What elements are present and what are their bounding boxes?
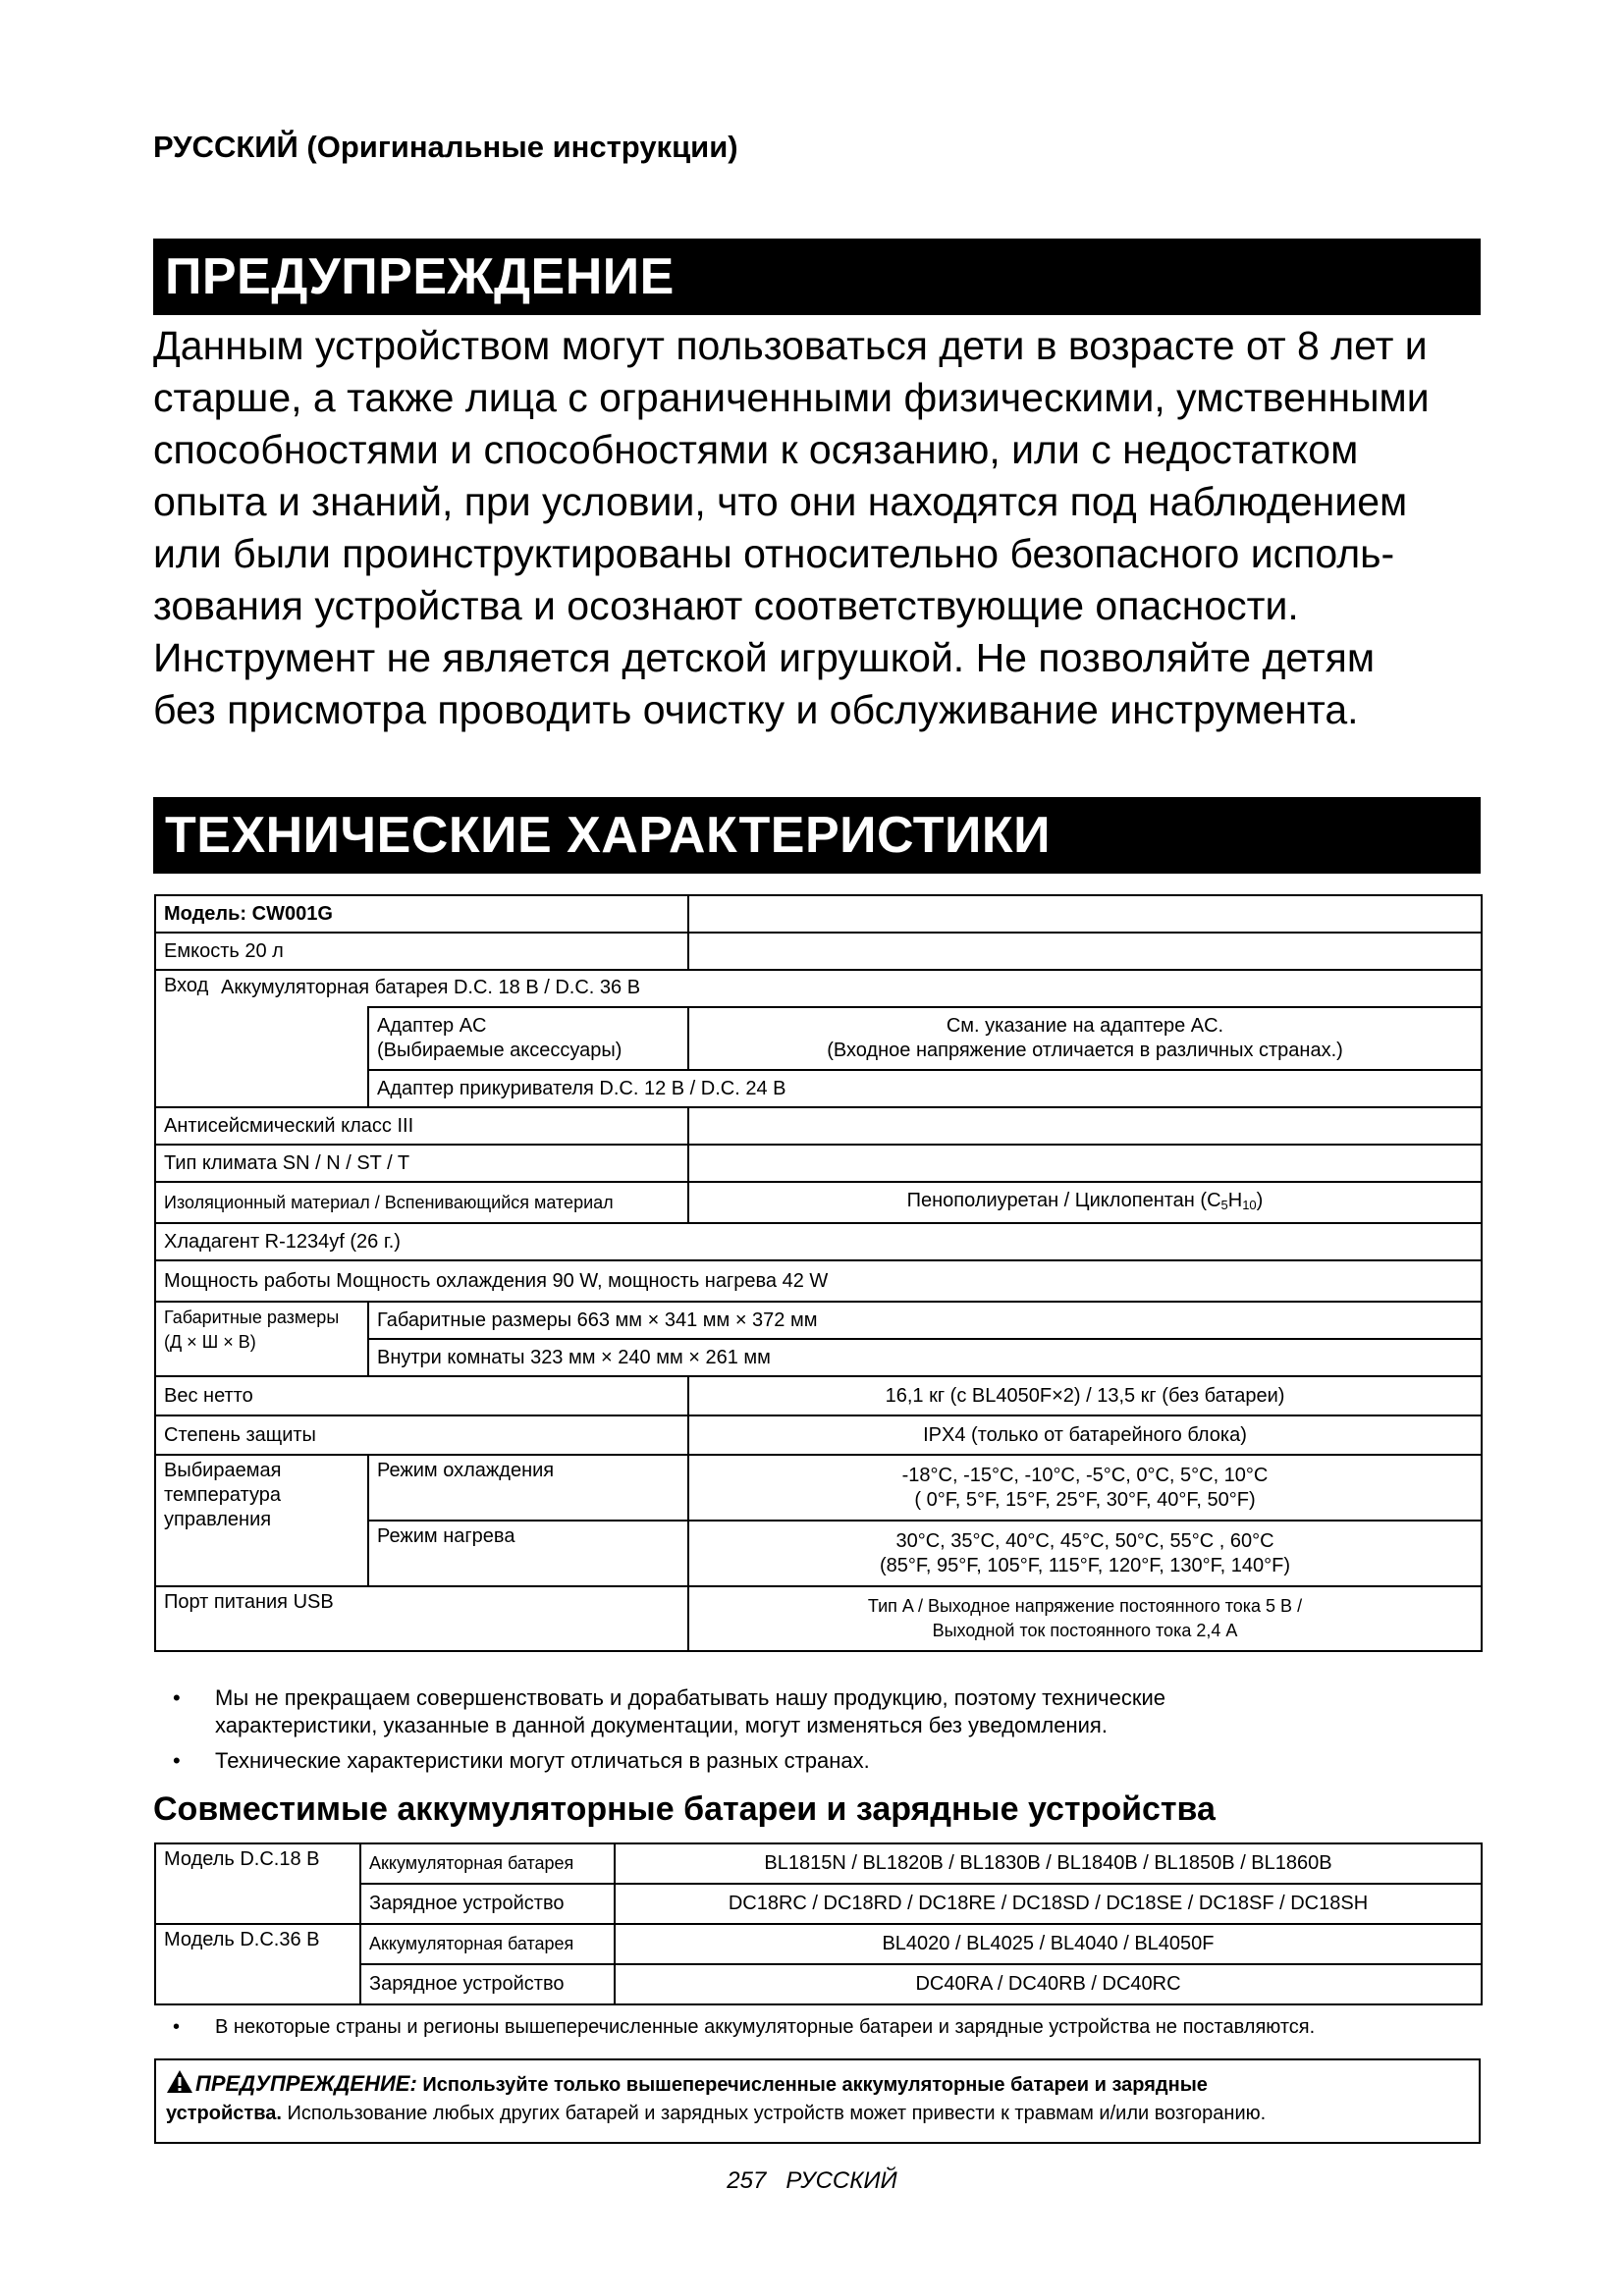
table-row xyxy=(155,1455,1482,1521)
warning-section-title: ПРЕДУПРЕЖДЕНИЕ xyxy=(153,239,1481,315)
dimensions-axes: (Д × Ш × В) xyxy=(164,1332,256,1352)
table-row xyxy=(155,1223,1482,1260)
net-weight-value-cell: 16,1 кг (с BL4050F×2) / 13,5 кг (без батареи) xyxy=(688,1376,1482,1415)
cooling-values-cell xyxy=(688,1455,1482,1521)
battery-label-cell: Аккумуляторная батарея xyxy=(360,1924,615,1964)
ac-adapter-note: (Выбираемые аксессуары) xyxy=(377,1040,623,1061)
dimensions-outer-cell: Габаритные размеры 663 мм × 341 мм × 372 мм xyxy=(368,1302,1482,1339)
insulation-value: Пенополиуретан / Циклопентан (C xyxy=(906,1189,1221,1211)
table-row xyxy=(155,1145,1482,1182)
warning-line: опыта и знаний, при условии, что они находятся под наблюдением xyxy=(153,479,1408,524)
page-number: 257 xyxy=(727,2167,767,2194)
note-line: Технические характеристики могут отличаться в разных странах. xyxy=(215,1748,870,1773)
dimensions-inner-cell: Внутри комнаты 323 мм × 240 мм × 261 мм xyxy=(368,1339,1482,1376)
ac-adapter-label-cell xyxy=(368,1007,688,1070)
table-row xyxy=(155,1182,1482,1223)
warning-line: старше, а также лица с ограниченными физическими, умственными xyxy=(153,375,1430,420)
battery-warning-box xyxy=(154,2058,1481,2144)
warning-triangle-icon xyxy=(166,2069,193,2094)
specs-section-title: ТЕХНИЧЕСКИЕ ХАРАКТЕРИСТИКИ xyxy=(153,797,1481,874)
warning-line: без присмотра проводить очистку и обслуживание инструмента. xyxy=(153,687,1359,732)
table-row xyxy=(155,970,1482,1007)
table-row xyxy=(155,1415,1482,1455)
charger-label-cell: Зарядное устройство xyxy=(360,1884,615,1924)
table-row xyxy=(155,1376,1482,1415)
warning-box-label: ПРЕДУПРЕЖДЕНИЕ: xyxy=(195,2071,417,2096)
insulation-value-cell xyxy=(688,1182,1482,1223)
cooling-mode-cell: Режим охлаждения xyxy=(368,1455,688,1521)
seismic-class-cell: Антисейсмический класс III xyxy=(155,1107,688,1145)
bullet: • xyxy=(173,1685,181,1710)
compatible-batteries-heading: Совместимые аккумуляторные батареи и зарядные устройства xyxy=(153,1790,1216,1828)
temperature-label-line: Выбираемая xyxy=(164,1460,282,1481)
warning-box-bold-text: Используйте только вышеперечисленные аккумуляторные батареи и зарядные xyxy=(416,2074,1208,2096)
warning-line: Данным устройством могут пользоваться дети в возрасте от 8 лет и xyxy=(153,323,1428,368)
note-line: характеристики, указанные в данной документации, могут изменяться без уведомления. xyxy=(215,1713,1108,1737)
table-row xyxy=(155,1586,1482,1651)
warning-line: Инструмент не является детской игрушкой. Не позволяйте детям xyxy=(153,635,1376,680)
insulation-label-cell: Изоляционный материал / Вспенивающийся материал xyxy=(155,1182,688,1223)
table-row xyxy=(155,1843,1482,1884)
warning-line: или были проинструктированы относительно безопасного исполь- xyxy=(153,531,1395,576)
cooling-values-celsius: -18°C, -15°C, -10°C, -5°C, 0°C, 5°C, 10°C xyxy=(901,1464,1269,1486)
battery-label-cell: Аккумуляторная батарея xyxy=(360,1843,615,1884)
warning-box-line xyxy=(166,2069,1469,2100)
dimensions-label-cell xyxy=(155,1302,368,1376)
list-item xyxy=(153,1747,1489,1775)
compatibility-table xyxy=(154,1842,1483,2005)
temperature-label-cell xyxy=(155,1455,368,1586)
battery-input-text: Аккумуляторная батарея D.C. 18 В / D.C. 36 В xyxy=(221,977,641,998)
usb-label-cell: Порт питания USB xyxy=(155,1586,688,1651)
specifications-table xyxy=(154,894,1483,1652)
note-line: Мы не прекращаем совершенствовать и дорабатывать нашу продукцию, поэтому технические xyxy=(215,1685,1166,1710)
empty-cell xyxy=(688,895,1482,933)
table-row xyxy=(155,1924,1482,1964)
net-weight-label-cell: Вес нетто xyxy=(155,1376,688,1415)
ac-adapter-value-note: (Входное напряжение отличается в различных странах.) xyxy=(827,1040,1343,1061)
chargers-36v-cell: DC40RA / DC40RB / DC40RC xyxy=(615,1964,1482,2004)
refrigerant-cell: Хладагент R-1234yf (26 г.) xyxy=(155,1223,1482,1260)
batteries-18v-cell: BL1815N / BL1820B / BL1830B / BL1840B / BL1850B / BL1860B xyxy=(615,1843,1482,1884)
warning-box-text: Использование любых других батарей и зарядных устройств может привести к травмам и/или возгоранию. xyxy=(281,2103,1267,2124)
protection-label-cell: Степень защиты xyxy=(155,1415,688,1455)
availability-note-text: В некоторые страны и регионы вышеперечисленные аккумуляторные батареи и зарядные устройства не поставляются. xyxy=(215,2016,1316,2038)
warning-line: способностями и способностями к осязанию, или с недостатком xyxy=(153,427,1359,472)
climate-type-cell: Тип климата SN / N / ST / T xyxy=(155,1145,688,1182)
warning-box-bold-text: устройства. xyxy=(166,2103,282,2124)
capacity-cell: Емкость 20 л xyxy=(155,933,688,970)
dimensions-label: Габаритные размеры xyxy=(164,1308,340,1327)
page-footer xyxy=(0,2167,1624,2195)
temperature-label-line: управления xyxy=(164,1509,272,1530)
table-row xyxy=(155,933,1482,970)
usb-value-line: Тип A / Выходное напряжение постоянного тока 5 В / xyxy=(867,1596,1303,1616)
subscript: 5 xyxy=(1220,1197,1228,1212)
charger-label-cell: Зарядное устройство xyxy=(360,1964,615,2004)
insulation-close: ) xyxy=(1256,1189,1264,1211)
chargers-18v-cell: DC18RC / DC18RD / DC18RE / DC18SD / DC18SE / DC18SF / DC18SH xyxy=(615,1884,1482,1924)
footer-language: РУССКИЙ xyxy=(785,2167,897,2194)
empty-cell xyxy=(688,933,1482,970)
warning-box-line xyxy=(166,2100,1469,2128)
bullet: • xyxy=(173,2016,181,2038)
table-row xyxy=(155,895,1482,933)
insulation-h: H xyxy=(1227,1189,1243,1211)
batteries-36v-cell: BL4020 / BL4025 / BL4040 / BL4050F xyxy=(615,1924,1482,1964)
battery-input-cell xyxy=(221,970,1482,1007)
usb-value-line: Выходной ток постоянного тока 2,4 А xyxy=(932,1621,1238,1640)
heating-values-cell xyxy=(688,1521,1482,1586)
heating-values-celsius: 30°C, 35°C, 40°C, 45°C, 50°C, 55°C , 60°C xyxy=(895,1529,1274,1552)
temperature-label-line: температура xyxy=(164,1484,281,1506)
power-cell: Мощность работы Мощность охлаждения 90 W, мощность нагрева 42 W xyxy=(155,1260,1482,1302)
usb-value-cell xyxy=(688,1586,1482,1651)
model-18v-cell: Модель D.C.18 В xyxy=(155,1843,360,1924)
protection-value-cell: IPX4 (только от батарейного блока) xyxy=(688,1415,1482,1455)
warning-line: зования устройства и осознают соответствующие опасности. xyxy=(153,583,1299,628)
list-item xyxy=(153,1684,1489,1739)
table-row xyxy=(155,1302,1482,1339)
ac-adapter-value-cell xyxy=(688,1007,1482,1070)
car-adapter-cell: Адаптер прикуривателя D.C. 12 В / D.C. 24 В xyxy=(368,1070,1482,1107)
empty-cell xyxy=(688,1145,1482,1182)
input-label-cell: Вход xyxy=(155,970,368,1107)
empty-cell xyxy=(688,1107,1482,1145)
notes-list xyxy=(153,1684,1489,1783)
ac-adapter-value: См. указание на адаптере AC. xyxy=(946,1015,1224,1037)
heating-mode-cell: Режим нагрева xyxy=(368,1521,688,1586)
table-row xyxy=(155,1260,1482,1302)
table-row xyxy=(155,1107,1482,1145)
model-36v-cell: Модель D.C.36 В xyxy=(155,1924,360,2004)
heating-values-fahrenheit: (85°F, 95°F, 105°F, 115°F, 120°F, 130°F, 140°F) xyxy=(879,1554,1291,1576)
model-cell: Модель: CW001G xyxy=(155,895,688,933)
ac-adapter-label: Адаптер AC xyxy=(377,1015,487,1037)
language-title: РУССКИЙ (Оригинальные инструкции) xyxy=(153,130,738,164)
warning-paragraph xyxy=(153,320,1489,736)
bullet: • xyxy=(173,1748,181,1773)
cooling-values-fahrenheit: ( 0°F, 5°F, 15°F, 25°F, 30°F, 40°F, 50°F) xyxy=(914,1488,1256,1511)
subscript: 10 xyxy=(1242,1197,1257,1212)
